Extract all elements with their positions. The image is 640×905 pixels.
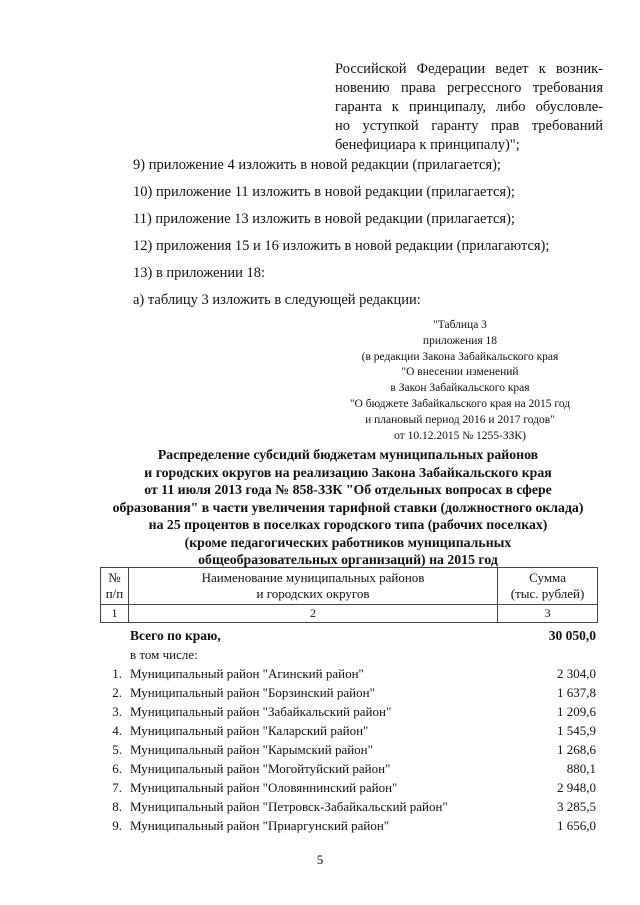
table-row (100, 702, 598, 721)
table-reference-line: (в редакции Закона Забайкальского края (361, 350, 559, 363)
row-value: 1 656,0 (557, 818, 596, 833)
including-row (100, 645, 598, 664)
col-number-header-line: п/п (105, 586, 124, 601)
table-reference-line: от 10.12.2015 № 1255-ЗЗК) (394, 429, 526, 442)
quoted-line: бенефициара к принципалу)"; (335, 137, 520, 153)
col-name-header-line: Наименование муниципальных районов (201, 570, 425, 585)
row-name: Муниципальный район "Забайкальский район" (130, 704, 392, 719)
col-number-header (101, 568, 129, 605)
row-value: 1 268,6 (557, 742, 596, 757)
table-row (100, 778, 598, 797)
row-value: 3 285,5 (557, 799, 596, 814)
page-number: 5 (316, 852, 324, 867)
col-name-header (128, 568, 497, 605)
row-value: 2 948,0 (557, 780, 596, 795)
amendment-list (133, 156, 603, 318)
row-number: 7. (112, 780, 122, 795)
col-sum-header-line: (тыс. рублей) (510, 586, 585, 601)
amendment-item: 11) приложение 13 изложить в новой редакции (прилагается); (133, 211, 515, 227)
amendment-item: 12) приложения 15 и 16 изложить в новой редакции (прилагаются); (133, 238, 550, 254)
table-reference-line: в Закон Забайкальского края (390, 382, 530, 395)
table-row (100, 683, 598, 702)
col-name-header-line: и городских округов (256, 586, 370, 601)
column-index: 3 (498, 605, 598, 623)
row-name: Муниципальный район "Петровск-Забайкальский район" (130, 799, 448, 814)
row-number: 3. (112, 704, 122, 719)
quoted-text-block (335, 60, 603, 155)
column-index-row (101, 605, 598, 623)
column-index: 2 (128, 605, 497, 623)
subsidy-table-body (100, 626, 598, 835)
amendment-item: а) таблицу 3 изложить в следующей редакции: (133, 292, 421, 308)
total-value: 30 050,0 (548, 628, 596, 643)
quoted-line: но уступкой гаранту прав требований (335, 118, 603, 134)
total-row (100, 626, 598, 645)
row-value: 2 304,0 (557, 666, 596, 681)
table-title-line: образования" в части увеличения тарифной ставки (должностного оклада) (112, 499, 584, 515)
row-name: Муниципальный район "Карымский район" (130, 742, 373, 757)
row-value: 1 209,6 (557, 704, 596, 719)
table-title-line: Распределение субсидий бюджетам муниципальных районов (157, 447, 539, 462)
row-number: 2. (112, 685, 122, 700)
row-number: 4. (112, 723, 122, 738)
quoted-line: гаранта к принципалу, либо обусловле- (335, 99, 603, 115)
row-name: Муниципальный район "Борзинский район" (130, 685, 375, 700)
table-title-line: общеобразовательных организаций) на 2015 год (198, 552, 498, 567)
quoted-line: новению права регрессного требования (335, 80, 603, 96)
including-label: в том числе: (130, 647, 198, 662)
table-reference-line: "Таблица 3 (433, 319, 487, 331)
table-reference-line: "О внесении изменений (401, 366, 519, 379)
table-title-line: на 25 процентов в поселках городского типа (рабочих поселках) (148, 517, 548, 532)
row-number: 6. (112, 761, 122, 776)
table-row (100, 664, 598, 683)
row-value: 880,1 (566, 761, 596, 776)
amendment-item: 10) приложение 11 изложить в новой редакции (прилагается); (133, 184, 515, 200)
table-reference-line: "О бюджете Забайкальского края на 2015 год (349, 397, 571, 410)
col-sum-header-line: Сумма (529, 570, 566, 585)
row-number: 1. (112, 666, 122, 681)
row-number: 8. (112, 799, 122, 814)
table-reference-line: приложения 18 (422, 334, 498, 347)
amendment-item: 9) приложение 4 изложить в новой редакции (прилагается); (133, 157, 501, 173)
table-row (100, 721, 598, 740)
header-row (101, 568, 598, 605)
row-value: 1 545,9 (557, 723, 596, 738)
col-number-header-line: № (108, 570, 121, 585)
table-row (100, 759, 598, 778)
row-name: Муниципальный район "Могойтуйский район" (130, 761, 391, 776)
quoted-line: Российской Федерации ведет к возник- (335, 61, 603, 77)
table-title (88, 446, 608, 569)
table-reference-note (320, 318, 600, 444)
row-name: Муниципальный район "Каларский район" (130, 723, 369, 738)
col-sum-header (498, 568, 598, 605)
amendment-item: 13) в приложении 18: (133, 265, 266, 281)
table-row (100, 740, 598, 759)
row-name: Муниципальный район "Агинский район" (130, 666, 364, 681)
row-number: 5. (112, 742, 122, 757)
table-row (100, 797, 598, 816)
row-number: 9. (112, 818, 122, 833)
table-title-line: (кроме педагогических работников муниципальных (184, 534, 512, 550)
table-title-line: и городских округов на реализацию Закона Забайкальского края (144, 464, 552, 480)
table-reference-line: и плановый период 2016 и 2017 годов" (365, 413, 555, 426)
row-name: Муниципальный район "Приаргунский район" (130, 818, 390, 833)
total-label: Всего по краю, (130, 628, 221, 643)
subsidy-table-header (100, 567, 598, 623)
row-value: 1 637,8 (557, 685, 596, 700)
row-name: Муниципальный район "Оловяннинский район" (130, 780, 398, 795)
table-row (100, 816, 598, 835)
table-title-line: от 11 июля 2013 года № 858-ЗЗК "Об отдельных вопросах в сфере (144, 482, 552, 497)
column-index: 1 (101, 605, 129, 623)
